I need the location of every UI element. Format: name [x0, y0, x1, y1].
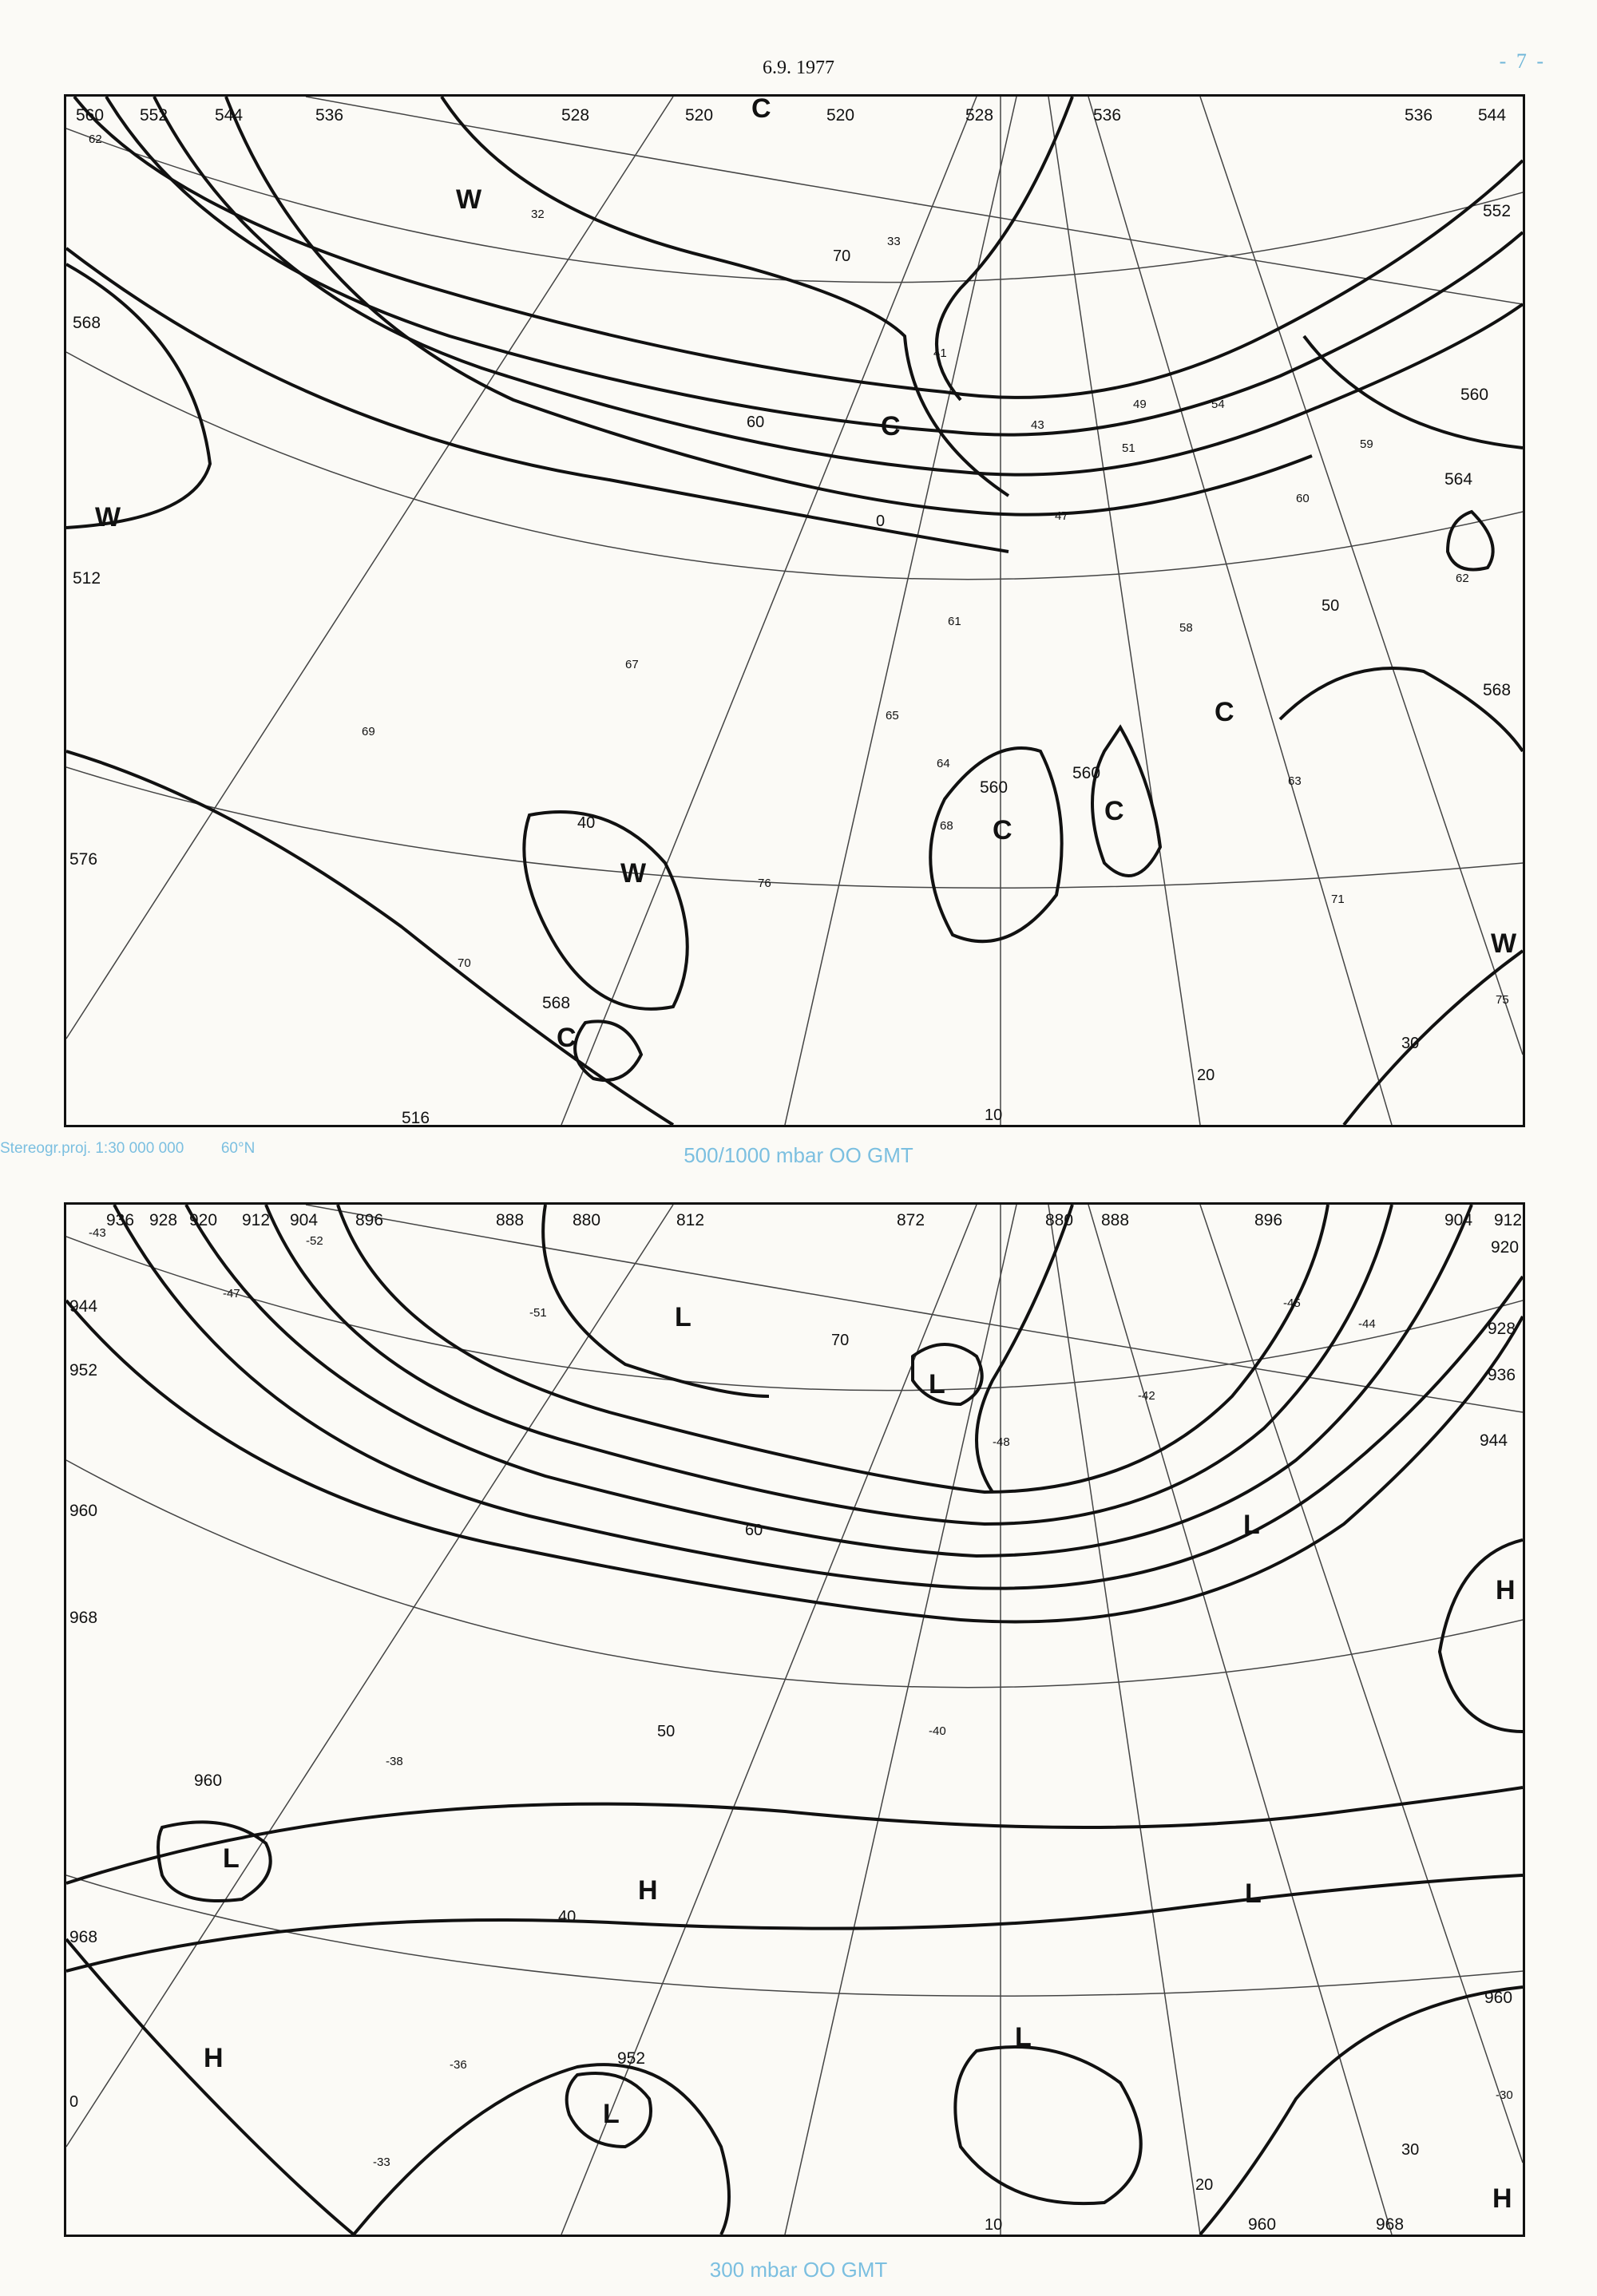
contour-label: 544	[1478, 106, 1507, 125]
station-value: 65	[886, 709, 899, 722]
cold-center-label: C	[557, 1023, 577, 1053]
low-center-label: L	[223, 1843, 240, 1874]
grid-label: 0	[69, 2093, 79, 2111]
contour-label: 928	[149, 1211, 178, 1229]
contour-label: 568	[1483, 681, 1512, 699]
station-value: 67	[625, 658, 639, 671]
station-value: 62	[89, 133, 102, 146]
station-value: 69	[362, 725, 375, 738]
contour-label: 568	[73, 314, 101, 332]
contour-label: 560	[1460, 386, 1489, 404]
contour-label: 872	[897, 1211, 925, 1229]
contour-label: 888	[1101, 1211, 1130, 1229]
station-value: 32	[531, 208, 545, 221]
station-value: -43	[89, 1226, 106, 1240]
station-value: 63	[1288, 774, 1302, 788]
warm-center-label: W	[620, 858, 647, 889]
latitude-note: 60°N	[220, 1140, 256, 1157]
cold-center-label: C	[993, 815, 1012, 845]
station-value: -42	[1138, 1389, 1155, 1403]
contour-label: 536	[1405, 106, 1433, 125]
station-value: -52	[306, 1234, 323, 1248]
contour-label: 560	[1072, 764, 1101, 782]
station-value: 76	[758, 877, 771, 890]
low-center-label: L	[603, 2099, 620, 2129]
station-value: 41	[933, 346, 947, 360]
contour-label: 896	[355, 1211, 384, 1229]
contour-label: 512	[73, 569, 101, 588]
station-value: 70	[458, 956, 471, 970]
cold-center-label: C	[1104, 796, 1124, 826]
grid-label: 30	[1401, 2141, 1420, 2159]
high-center-label: H	[1492, 2183, 1512, 2214]
station-value: 43	[1031, 418, 1044, 432]
grid-label: 60	[747, 414, 765, 431]
contour-label: 944	[69, 1297, 98, 1316]
contour-label: 528	[561, 106, 590, 125]
station-plots	[89, 1226, 1513, 2169]
station-value: -33	[373, 2155, 390, 2169]
grid-label: 30	[1401, 1035, 1420, 1052]
contour-label: 560	[76, 106, 105, 125]
contour-label: 960	[69, 1502, 98, 1520]
station-value: -44	[1358, 1317, 1376, 1331]
contour-label: 880	[573, 1211, 601, 1229]
top-map-caption: 500/1000 mbar OO GMT	[684, 1143, 913, 1167]
page-number: - 7 -	[1499, 49, 1546, 73]
contour-label: 960	[194, 1771, 223, 1790]
cold-center-label: C	[881, 411, 901, 441]
contour-labels	[69, 106, 1511, 1125]
station-value: 71	[1331, 893, 1345, 906]
contour-labels	[69, 1211, 1522, 2234]
station-value: -51	[529, 1306, 547, 1320]
station-value: 62	[1456, 572, 1469, 585]
contour-label: 968	[69, 1928, 98, 1946]
contour-label: 944	[1480, 1431, 1508, 1450]
grid-label: 70	[831, 1332, 850, 1349]
contour-label: 952	[617, 2049, 646, 2068]
grid-label: 70	[833, 247, 851, 265]
contour-label: 880	[1045, 1211, 1074, 1229]
contour-label: 520	[826, 106, 855, 125]
chart-date: 6.9. 1977	[763, 57, 834, 78]
contour-label: 912	[1494, 1211, 1523, 1229]
contour-label: 912	[242, 1211, 271, 1229]
station-value: 61	[948, 615, 961, 628]
contour-label: 576	[69, 850, 98, 869]
grid-label: 10	[985, 1106, 1003, 1124]
contour-label: 564	[1444, 470, 1473, 489]
contour-label: 904	[1444, 1211, 1473, 1229]
contour-label: 812	[676, 1211, 705, 1229]
grid-label: 10	[985, 2216, 1003, 2234]
contour-label: 528	[965, 106, 994, 125]
grid-label: 20	[1197, 1067, 1215, 1084]
station-value: 33	[887, 235, 901, 248]
cold-center-label: C	[1215, 697, 1234, 727]
station-value: 75	[1496, 993, 1509, 1007]
station-value: 49	[1133, 398, 1147, 411]
low-center-label: L	[1245, 1878, 1262, 1909]
contour-label: 928	[1488, 1320, 1516, 1338]
contour-label: 968	[1376, 2215, 1405, 2234]
low-center-label: L	[675, 1302, 692, 1332]
cold-center-label: C	[751, 97, 771, 124]
low-center-label: L	[1015, 2022, 1032, 2053]
contour-label: 520	[685, 106, 714, 125]
station-value: -47	[223, 1287, 240, 1300]
contour-label: 968	[69, 1609, 98, 1627]
contour-label: 896	[1254, 1211, 1283, 1229]
graticule-labels	[577, 247, 1419, 1124]
map-300mbar	[64, 1202, 1525, 2237]
station-value: 64	[937, 757, 950, 770]
grid-label: 0	[876, 513, 886, 530]
station-plots	[89, 133, 1512, 1007]
contour-label: 536	[1093, 106, 1122, 125]
contour-label: 888	[496, 1211, 525, 1229]
warm-center-label: W	[456, 184, 482, 215]
contour-label: 552	[140, 106, 168, 125]
contour-label: 544	[215, 106, 244, 125]
projection-scale: Stereogr.proj. 1:30 000 000	[0, 1140, 184, 1157]
contour-label: 516	[402, 1109, 430, 1125]
warm-center-label: W	[1491, 928, 1517, 959]
station-value: -36	[450, 2058, 467, 2072]
map-300mbar-drawing	[66, 1205, 1523, 2235]
contour-label: 552	[1483, 202, 1512, 220]
contour-label: 536	[315, 106, 344, 125]
low-center-label: L	[1243, 1510, 1260, 1540]
grid-label: 20	[1195, 2176, 1214, 2194]
station-value: -48	[993, 1435, 1010, 1449]
station-value: 60	[1296, 492, 1310, 505]
station-value: 47	[1055, 509, 1068, 523]
contour-label: 960	[1484, 1989, 1513, 2007]
grid-label: 50	[657, 1723, 676, 1740]
isohypse-contours	[66, 97, 1523, 1125]
contour-label: 920	[189, 1211, 218, 1229]
contour-label: 960	[1248, 2215, 1277, 2234]
low-center-label: L	[929, 1369, 945, 1399]
contour-label: 568	[542, 994, 571, 1012]
warm-center-label: W	[95, 502, 121, 532]
contour-label: 904	[290, 1211, 319, 1229]
map-500-1000mbar-drawing	[66, 97, 1523, 1125]
contour-label: 560	[980, 778, 1009, 797]
contour-label: 936	[1488, 1366, 1516, 1384]
contour-label: 952	[69, 1361, 98, 1380]
station-value: 58	[1179, 621, 1193, 635]
isohypse-contours	[66, 1205, 1523, 2235]
bottom-map-caption: 300 mbar OO GMT	[709, 2258, 888, 2282]
high-center-label: H	[638, 1875, 658, 1906]
station-value: -30	[1496, 2088, 1513, 2102]
graticule	[66, 97, 1523, 1125]
contour-label: 936	[106, 1211, 135, 1229]
station-value: 51	[1122, 441, 1135, 455]
grid-label: 60	[745, 1522, 763, 1539]
graticule	[66, 1205, 1523, 2235]
high-center-label: H	[204, 2043, 224, 2073]
contour-label: 920	[1491, 1238, 1520, 1257]
map-500-1000mbar	[64, 94, 1525, 1127]
grid-label: 40	[577, 814, 596, 832]
station-value: -45	[1283, 1296, 1301, 1310]
station-value: -38	[386, 1755, 403, 1768]
grid-label: 40	[558, 1908, 577, 1926]
grid-label: 50	[1322, 597, 1340, 615]
station-value: -40	[929, 1724, 946, 1738]
station-value: 68	[940, 819, 953, 833]
station-value: 54	[1211, 398, 1225, 411]
high-center-label: H	[1496, 1575, 1516, 1605]
station-value: 59	[1360, 437, 1373, 451]
